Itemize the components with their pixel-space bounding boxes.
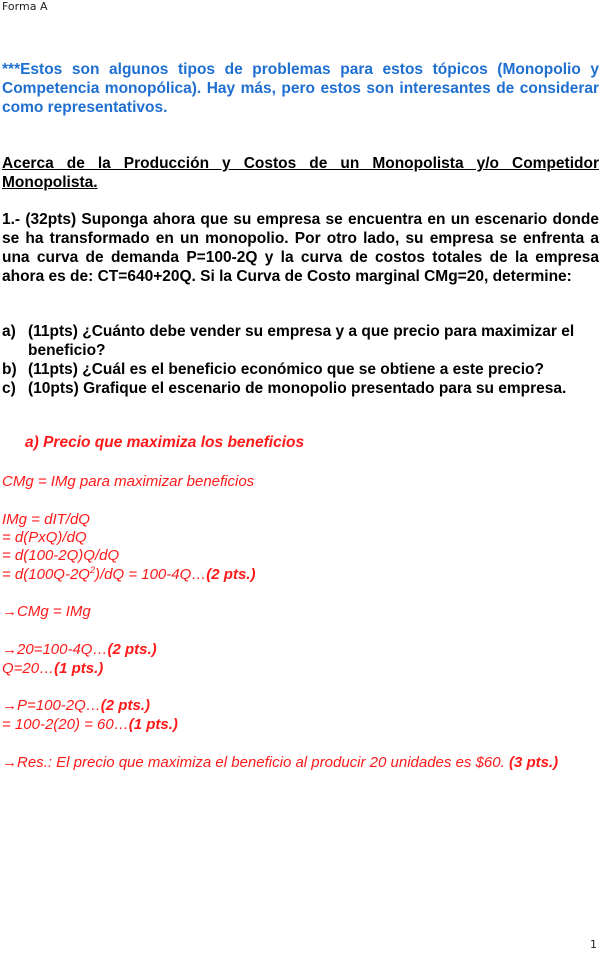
points-label: (1 pts.): [128, 716, 178, 733]
question-text: (11pts) ¿Cuál es el beneficio económico que se obtiene a este precio?: [28, 361, 544, 378]
solution-line: Q=20…(1 pts.): [2, 660, 104, 677]
question-c: [2, 379, 599, 398]
question-label: c): [2, 380, 16, 397]
solution-title: a) Precio que maximiza los beneficios: [25, 434, 305, 451]
points-label: (1 pts.): [54, 660, 104, 677]
page-number: 1: [590, 938, 597, 951]
solution-line: IMg = dIT/dQ: [2, 511, 90, 528]
question-b: [2, 360, 599, 379]
solution-line: CMg = IMg para maximizar beneficios: [2, 473, 255, 490]
points-label: (2 pts.): [107, 641, 157, 658]
question-label: b): [2, 361, 17, 378]
solution-line: →P=100-2Q…(2 pts.): [2, 697, 150, 714]
solution-line: = d(PxQ)/dQ: [2, 529, 87, 546]
points-label: (2 pts.): [100, 697, 150, 714]
solution-line: = d(100-2Q)Q/dQ: [2, 547, 120, 564]
points-label: (3 pts.): [508, 754, 559, 771]
solution-line: = $d(100Q-2Q^2)/dQ$ = 100-4Q…(2 pts.): [2, 565, 256, 583]
question-text: (10pts) Grafique el escenario de monopolio presentado para su empresa.: [28, 380, 567, 397]
question-label: a): [2, 323, 16, 340]
question-a: [2, 322, 599, 360]
solution-line: = 100-2(20) = 60…(1 pts.): [2, 716, 178, 733]
section-title: Acerca de la Producción y Costos de un Monopolista y/o Competidor Monopolista.: [2, 155, 599, 191]
page-header: Forma A: [2, 0, 48, 13]
solution-line: →20=100-4Q…(2 pts.): [2, 641, 157, 658]
question-text: (11pts) ¿Cuánto debe vender su empresa y a que precio para maximizar el beneficio?: [28, 323, 575, 359]
problem-statement: 1.- (32pts) Suponga ahora que su empresa se encuentra en un escenario donde se ha transformado en un monopolio. Por otro lado, su empresa se enfrenta a una curva de demanda P=100-2Q y la curva de costos totales de la empresa ahora es de: CT=640+20Q. Si la Curva de Costo marginal CMg=20, determine:: [2, 211, 599, 285]
points-label: (2 pts.): [206, 566, 256, 583]
solution-result: →Res.: El precio que maximiza el beneficio al producir 20 unidades es $60. (3 pts.): [2, 754, 559, 771]
intro-note: ***Estos son algunos tipos de problemas para estos tópicos (Monopolio y Competencia monopólica). Hay más, pero estos son interesantes de considerar como representativos.: [2, 61, 599, 116]
question-list: [2, 322, 599, 398]
solution-line: →CMg = IMg: [2, 603, 91, 620]
